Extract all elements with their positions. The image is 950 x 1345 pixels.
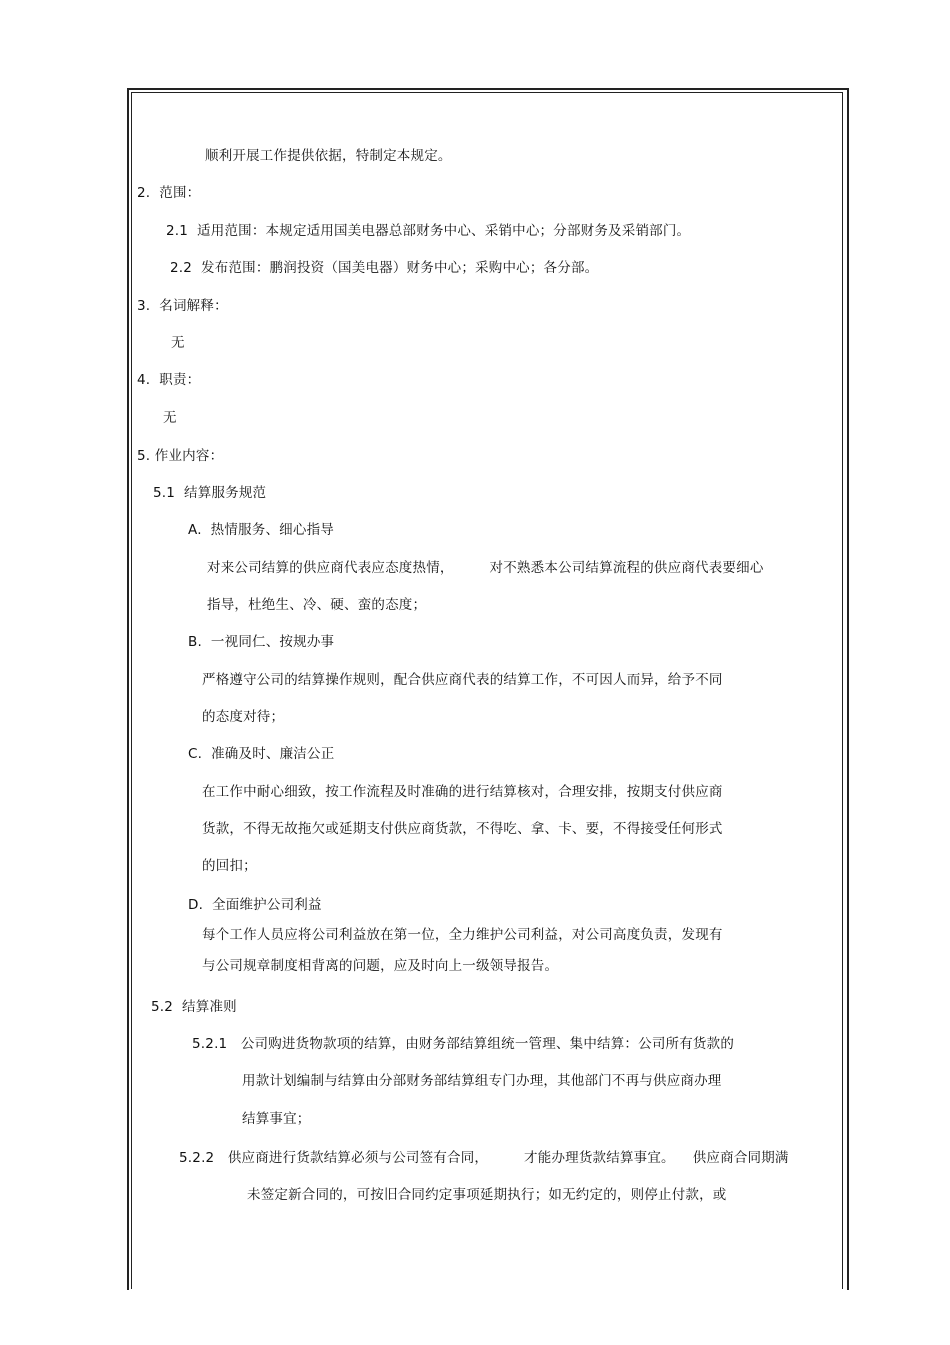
clause-5-1-heading: 5.1 结算服务规范 — [153, 485, 267, 501]
section-4-heading: 4. 职责： — [137, 372, 201, 388]
item-b-line-2: 的态度对待； — [202, 709, 285, 725]
section-2-heading: 2. 范围： — [137, 185, 201, 201]
item-d-line-1: 每个工作人员应将公司利益放在第一位，全力维护公司利益，对公司高度负责，发现有 — [202, 927, 723, 943]
section-5-heading: 5. 作业内容： — [137, 448, 224, 464]
item-d-heading: D. 全面维护公司利益 — [188, 897, 322, 913]
section-3-heading: 3. 名词解释： — [137, 298, 228, 314]
intro-continuation-line: 顺利开展工作提供依据，特制定本规定。 — [205, 148, 452, 164]
item-b-heading: B. 一视同仁、按规办事 — [188, 634, 335, 650]
item-c-line-3: 的回扣； — [202, 858, 257, 874]
clause-5-2-1-line-2: 用款计划编制与结算由分部财务部结算组专门办理，其他部门不再与供应商办理 — [242, 1073, 722, 1089]
item-d-line-2: 与公司规章制度相背离的问题，应及时向上一级领导报告。 — [202, 958, 559, 974]
clause-2-1: 2.1 适用范围：本规定适用国美电器总部财务中心、采销中心；分部财务及采销部门。 — [166, 223, 691, 239]
item-a-heading: A. 热情服务、细心指导 — [188, 522, 334, 538]
item-a-line-2: 指导，杜绝生、冷、硬、蛮的态度； — [207, 597, 427, 613]
clause-5-2-heading: 5.2 结算准则 — [151, 999, 237, 1015]
item-b-line-1: 严格遵守公司的结算操作规则，配合供应商代表的结算工作，不可因人而异，给予不同 — [202, 672, 723, 688]
item-c-heading: C. 准确及时、廉洁公正 — [188, 746, 335, 762]
clause-5-2-1-line-1: 5.2.1 公司购进货物款项的结算，由财务部结算组统一管理、集中结算：公司所有货款的 — [192, 1036, 735, 1052]
clause-5-2-2-line-1: 5.2.2 供应商进行货款结算必须与公司签有合同， 才能办理货款结算事宜。 供应商合同期满 — [179, 1150, 789, 1166]
section-3-content: 无 — [171, 335, 185, 351]
clause-2-2: 2.2 发布范围：鹏润投资（国美电器）财务中心；采购中心；各分部。 — [170, 260, 599, 276]
clause-5-2-2-line-2: 未签定新合同的，可按旧合同约定事项延期执行；如无约定的，则停止付款，或 — [247, 1187, 727, 1203]
section-4-content: 无 — [163, 410, 177, 426]
clause-5-2-1-line-3: 结算事宜； — [242, 1111, 311, 1127]
item-a-line-1: 对来公司结算的供应商代表应态度热情， 对不熟悉本公司结算流程的供应商代表要细心 — [207, 560, 764, 576]
item-c-line-2: 货款，不得无故拖欠或延期支付供应商货款，不得吃、拿、卡、要，不得接受任何形式 — [202, 821, 723, 837]
item-c-line-1: 在工作中耐心细致，按工作流程及时准确的进行结算核对，合理安排，按期支付供应商 — [202, 784, 723, 800]
